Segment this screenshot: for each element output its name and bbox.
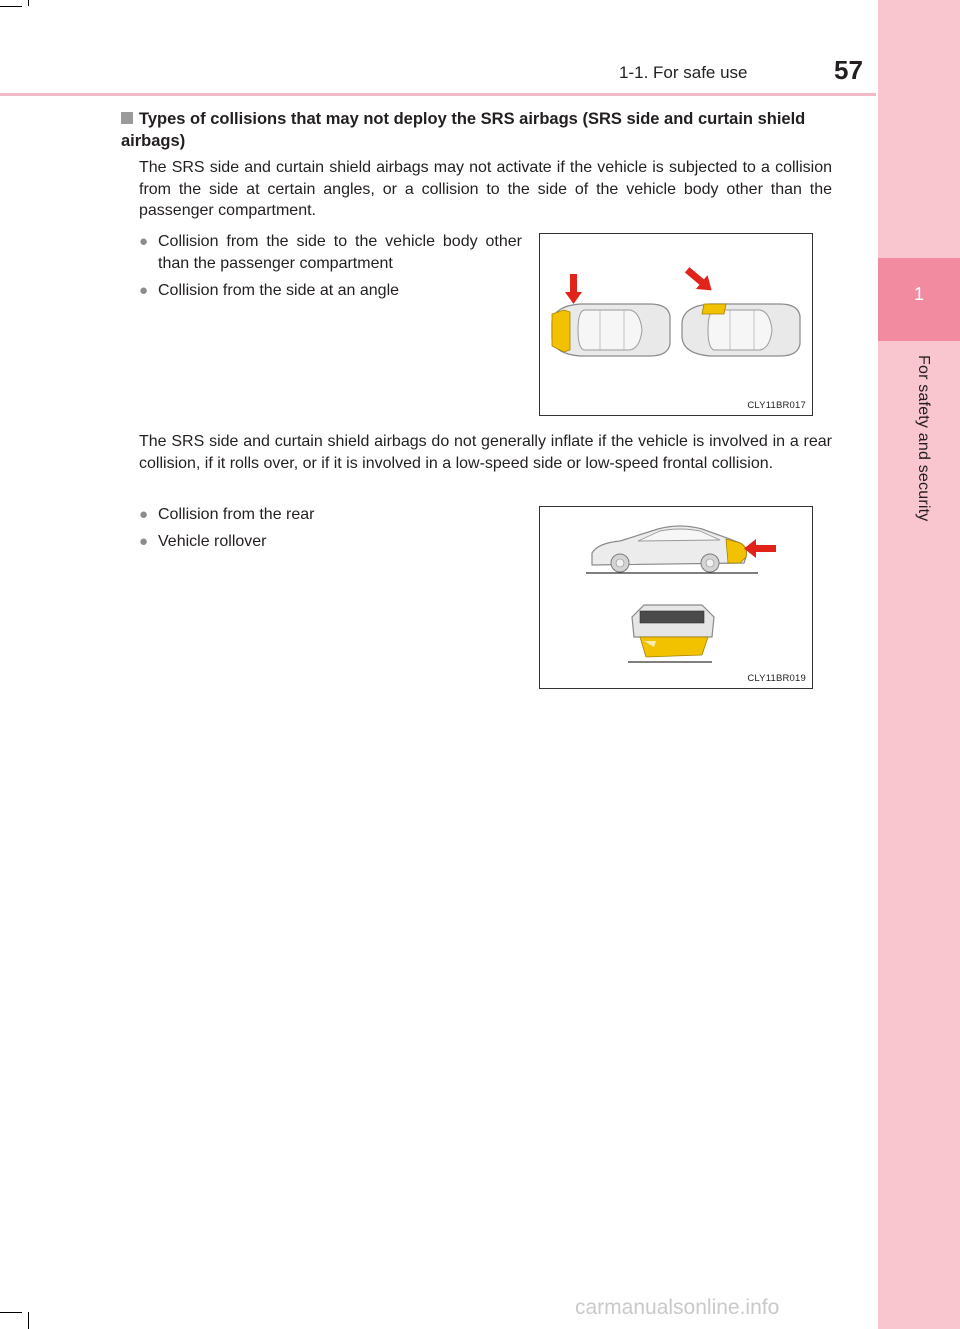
paragraph-2: The SRS side and curtain shield airbags do not generally inflate if the vehicle is involved in a rear collision, if it rolls over, or if it is involved in a low-speed side or low-speed frontal collision.	[139, 433, 832, 472]
side-collision-cars-image	[540, 234, 812, 415]
list-item	[139, 280, 522, 302]
rear-collision-rollover-image	[540, 507, 812, 688]
bullet-dot-icon: ●	[139, 533, 149, 550]
list-item-text: Collision from the side at an angle	[158, 282, 400, 299]
list-item-text: Vehicle rollover	[158, 533, 267, 550]
chapter-side-strip	[878, 0, 960, 1329]
paragraph-1: The SRS side and curtain shield airbags may not activate if the vehicle is subjected to a collision from the side at certain angles, or a collision to the side of the vehicle body other than the passenger compartment.	[139, 159, 832, 219]
illustration-rear-rollover	[539, 506, 813, 689]
list-item-text: Collision from the rear	[158, 506, 315, 523]
figure-code: CLY11BR017	[747, 400, 806, 411]
bullet-dot-icon: ●	[139, 282, 149, 299]
heading-square-icon	[121, 112, 133, 124]
crop-mark	[28, 1312, 29, 1329]
crop-mark	[0, 6, 22, 7]
crop-mark	[28, 0, 29, 6]
figure-code: CLY11BR019	[747, 673, 806, 684]
list-item	[139, 531, 522, 553]
list-item-text: Collision from the side to the vehicle body other than the passenger compartment	[158, 233, 522, 272]
header-rule	[0, 93, 876, 96]
list-item	[139, 231, 522, 274]
chapter-number: 1	[913, 284, 924, 304]
list-item	[139, 504, 522, 526]
bullet-dot-icon: ●	[139, 506, 149, 523]
section-heading	[121, 108, 841, 152]
watermark-text: carmanualsonline.info	[575, 1296, 780, 1319]
page-number: 57	[834, 55, 863, 85]
crop-mark	[0, 1312, 22, 1313]
heading-text: Types of collisions that may not deploy the SRS airbags (SRS side and curtain shield airbags)	[121, 110, 806, 150]
illustration-side-collision	[539, 233, 813, 416]
section-title: 1-1. For safe use	[619, 63, 748, 82]
bullet-dot-icon: ●	[139, 233, 149, 250]
chapter-title: For safety and security	[915, 355, 932, 522]
